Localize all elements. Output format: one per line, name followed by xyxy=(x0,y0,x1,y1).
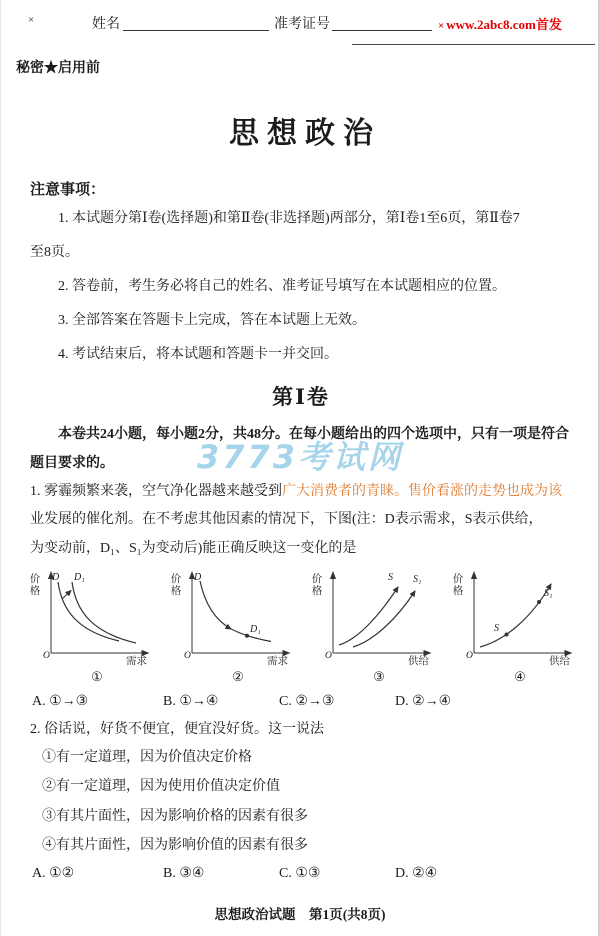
y-axis-label: 价格 xyxy=(29,573,41,597)
q2-option-a: A. ①② xyxy=(32,866,75,882)
q1-graphs-row xyxy=(28,569,572,685)
exam-id-label: 准考证号 xyxy=(274,17,330,32)
graph-canvas xyxy=(466,569,574,665)
y-axis-label: 价格 xyxy=(452,573,464,597)
q2-choice-1: ①有一定道理，因为价值决定价格 xyxy=(42,750,252,766)
graph-number: ③ xyxy=(373,668,385,684)
graph-number: ④ xyxy=(514,668,526,684)
graph-canvas xyxy=(43,569,151,665)
crop-mark-right-icon: × xyxy=(438,20,445,32)
q1-graph-1 xyxy=(28,569,159,685)
q2-choice-2: ②有一定道理，因为使用价值决定价值 xyxy=(42,779,280,795)
name-blank-line xyxy=(123,13,269,31)
y-axis-label: 价格 xyxy=(170,573,182,597)
curve-label-b: D₁ xyxy=(74,571,85,583)
part1-intro-line: 本卷共24小题，每小题2分，共48分。在每小题给出的四个选项中，只有一项是符合 xyxy=(58,427,569,442)
graph-plot xyxy=(310,569,441,666)
notice-line: 2. 答卷前，考生务必将自己的姓名、准考证号填写在本试题相应的位置。 xyxy=(58,279,506,294)
graph-plot xyxy=(169,569,300,666)
y-axis-label: 价格 xyxy=(311,573,323,597)
graph-number: ② xyxy=(232,668,244,684)
q2-choice-4: ④有其片面性，因为影响价值的因素有很多 xyxy=(42,838,308,854)
curve-label-a: D xyxy=(194,571,202,583)
origin-label: O xyxy=(184,650,191,661)
q1-option-d: D. ②→④ xyxy=(395,693,452,709)
graph-plot xyxy=(28,569,159,666)
q2-options xyxy=(32,865,572,882)
q1-line1-start: 1. 雾霾频繁来袭，空气净化器越来越受到 xyxy=(30,484,282,499)
exam-id-blank-line xyxy=(332,13,432,31)
paper-body xyxy=(0,96,600,884)
q2-option-b: B. ③④ xyxy=(163,866,205,882)
notice-line: 4. 考试结束后，将本试题和答题卡一并交回。 xyxy=(58,347,338,362)
q1-option-c: C. ②→③ xyxy=(279,693,335,709)
q2-stem: 2. 俗话说，好货不便宜，便宜没好货。这一说法 xyxy=(30,721,324,737)
header-row xyxy=(0,13,600,49)
notice-line: 3. 全部答案在答题卡上完成，答在本试题上无效。 xyxy=(58,313,366,328)
curve-label-b: D₁ xyxy=(250,623,261,635)
notice-line: 至8页。 xyxy=(30,245,79,260)
x-axis-label: 需求 xyxy=(126,655,147,667)
q1-options xyxy=(32,693,572,710)
curve-label-b: S₁ xyxy=(544,587,553,599)
origin-label: O xyxy=(466,650,473,661)
notice-line: 1. 本试题分第Ⅰ卷(选择题)和第Ⅱ卷(非选择题)两部分，第Ⅰ卷1至6页，第Ⅱ卷7 xyxy=(58,211,520,226)
part1-heading: 第Ⅰ卷 xyxy=(272,385,330,409)
q2-option-c: C. ①③ xyxy=(279,866,321,882)
site-credit xyxy=(438,14,562,33)
q1-graph-2 xyxy=(169,569,300,685)
q2-choice-3: ③有其片面性，因为影响价格的因素有很多 xyxy=(42,808,308,824)
q1-option-a: A. ①→③ xyxy=(32,693,89,709)
name-label: 姓名 xyxy=(92,17,120,32)
origin-label: O xyxy=(43,650,50,661)
curve-label-a: S xyxy=(388,571,393,583)
q2-option-d: D. ②④ xyxy=(395,866,438,882)
q1-line3: 为变动前，D₁、S₁为变动后)能正确反映这一变化的是 xyxy=(30,540,357,556)
paper-title: 思想政治 xyxy=(229,117,381,150)
x-axis-label: 供给 xyxy=(408,655,429,667)
crop-mark-left-icon: × xyxy=(28,14,35,26)
page-footer: 思想政治试题 第1页(共8页) xyxy=(214,907,386,922)
curve-label-a: D xyxy=(52,571,60,583)
secrecy-notice: 秘密★启用前 xyxy=(16,61,100,76)
x-axis-label: 需求 xyxy=(267,655,288,667)
q1-option-b: B. ①→④ xyxy=(163,693,219,709)
graph-canvas xyxy=(184,569,292,665)
site-credit-text: www.2abc8.com首发 xyxy=(446,17,562,32)
origin-label: O xyxy=(325,650,332,661)
graph-plot xyxy=(451,569,582,666)
header-rule xyxy=(352,44,595,45)
curve-label-b: S₁ xyxy=(413,573,422,585)
curve-label-a: S xyxy=(494,622,499,634)
q1-line1-highlight: 广大消费者的青睐。售价看涨的走势也成为该 xyxy=(282,484,562,499)
q1-line1 xyxy=(30,482,572,502)
watermark: 3773考试网 xyxy=(196,438,404,476)
x-axis-label: 供给 xyxy=(549,655,570,667)
part1-intro-line: 题目要求的。 xyxy=(30,456,114,471)
graph-number: ① xyxy=(91,668,103,684)
notice-heading: 注意事项： xyxy=(30,182,106,198)
q1-graph-4 xyxy=(451,569,582,685)
graph-canvas xyxy=(325,569,433,665)
q1-line2: 业发展的催化剂。在不考虑其他因素的情况下，下图(注：D表示需求，S表示供给， xyxy=(30,512,543,528)
q1-graph-3 xyxy=(310,569,441,685)
